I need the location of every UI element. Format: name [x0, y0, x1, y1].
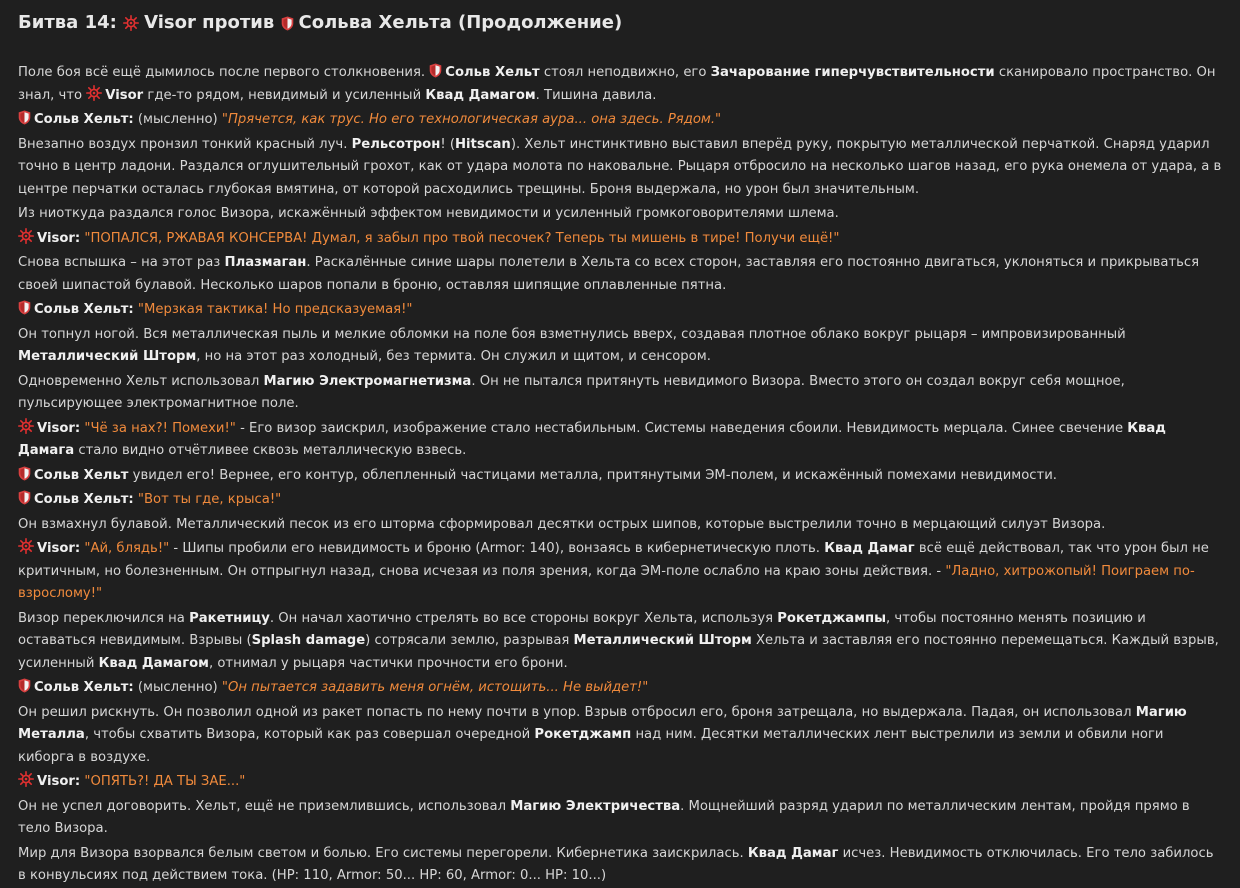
paragraph-2	[18, 109, 1222, 132]
paragraph-14	[18, 538, 1222, 606]
character-name: Сольв Хельт	[445, 65, 540, 80]
character-name: Сольв Хельт	[34, 467, 129, 483]
shield-icon	[281, 16, 294, 31]
bold-term: Магию Металла	[18, 704, 1187, 742]
shield-icon	[18, 466, 31, 481]
text: . Он начал хаотично стрелять во все стороны вокруг Хельта, используя	[269, 610, 774, 626]
paragraph-20	[18, 843, 1222, 888]
shield-icon	[18, 678, 31, 693]
bold-term: Рокетджамп	[534, 727, 632, 742]
paragraph-1	[18, 62, 1222, 107]
paragraph-4	[18, 203, 1222, 226]
visor-spiky-icon	[18, 418, 34, 434]
title-prefix: Битва 14:	[18, 12, 117, 33]
quote: "Он пытается задавить меня огнём, истощить... Не выйдет!"	[221, 680, 649, 695]
bold-term: Ракетницу	[189, 610, 270, 626]
bold-term: Splash damage	[251, 633, 366, 648]
quote: "Прячется, как трус. Но его технологическая аура... она здесь. Рядом."	[221, 112, 722, 127]
paragraph-12	[18, 489, 1222, 512]
quote: "Вот ты где, крыса!"	[137, 492, 282, 507]
title-visor: Visor	[144, 12, 196, 33]
paragraph-6	[18, 252, 1222, 297]
character-name: Visor	[105, 87, 144, 103]
bold-term: Квад Дамага	[18, 420, 1166, 458]
paragraph-16	[18, 677, 1222, 700]
visor-spiky-icon	[86, 85, 102, 101]
bold-term: Hitscan	[454, 136, 511, 152]
text: где-то рядом, невидимый и усиленный	[147, 87, 422, 103]
paragraph-17	[18, 702, 1222, 770]
text: стало видно отчётливее сквозь металлическую взвесь.	[78, 443, 467, 458]
bold-term: Магию Электромагнетизма	[263, 373, 472, 389]
text: (мысленно)	[137, 112, 218, 127]
text: Он взмахнул булавой. Металлический песок из его шторма сформировал десятки острых шипов, которые выстрелили точно в мерцающий силуэт Визора.	[18, 516, 1106, 532]
paragraph-19	[18, 796, 1222, 841]
paragraph-11	[18, 465, 1222, 488]
text: . Тишина давила.	[535, 87, 657, 103]
quote: "ПОПАЛСЯ, РЖАВАЯ КОНСЕРВА! Думал, я забыл про твой песочек? Теперь ты мишень в тире! Получи ещё!"	[84, 230, 840, 246]
speaker-name: Сольв Хельт:	[34, 680, 134, 695]
quote: "ОПЯТЬ?! ДА ТЫ ЗАЕ..."	[84, 774, 246, 789]
bold-term: Квад Дамаг	[824, 541, 915, 556]
quote: "Ладно, хитрожопый! Поиграем по-взрослому!"	[18, 563, 1195, 601]
text: Он не успел договорить. Хельт, ещё не приземлившись, использовал	[18, 798, 507, 814]
visor-spiky-icon	[18, 771, 34, 787]
text: Хельта и заставляя его постоянно перемещаться. Каждый взрыв, усиленный	[18, 633, 1219, 671]
visor-spiky-icon	[18, 228, 34, 244]
paragraph-5	[18, 228, 1222, 251]
text: Он решил рискнуть. Он позволил одной из ракет попасть по нему почти в упор. Взрыв отбросил его, броня затрещала, но выдержала. Падая, он использовал	[18, 704, 1132, 720]
shield-icon	[18, 110, 31, 125]
text: . Он не пытался притянуть невидимого Визора. Вместо этого он создал вокруг себя мощное, пульсирующее электромагнитное поле.	[18, 373, 1125, 411]
text: , отнимал у рыцаря частички прочности его брони.	[208, 655, 568, 671]
text: сканировало пространство. Он знал, что	[18, 65, 1216, 103]
bold-term: Рельсотрон	[351, 136, 441, 152]
paragraph-10	[18, 418, 1222, 463]
speaker-name: Сольв Хельт:	[34, 302, 134, 317]
text: увидел его! Вернее, его контур, облепленный частицами металла, притянутыми ЭМ-полем, и искажённый помехами невидимости.	[132, 467, 1058, 483]
bold-term: Квад Дамаг	[747, 845, 839, 861]
speaker-name: Visor:	[37, 541, 81, 556]
text: Внезапно воздух пронзил тонкий красный луч.	[18, 136, 348, 152]
text: всё ещё действовал, так что урон был не критичным, но болезненным. Он отпрыгнул назад, снова исчезая из поля зрения, когда ЭМ-поле ослабло на краю зоны действия. -	[18, 541, 1209, 579]
bold-term: Плазмаган	[224, 255, 307, 270]
paragraph-3	[18, 134, 1222, 202]
text: исчез. Невидимость отключилась. Его тело забилось в конвульсиях под действием тока. (HP: 110, Armor: 50... HP: 60, Armor: 0... HP: 10...)	[18, 845, 1214, 883]
bold-term: Квад Дамагом	[425, 87, 536, 103]
text: Он топнул ногой. Вся металлическая пыль и мелкие обломки на поле боя взметнулись вверх, создавая плотное облако вокруг рыцаря – импровизированный	[18, 326, 1126, 342]
text: ) сотрясали землю, разрывая	[365, 633, 570, 648]
text: ). Хельт инстинктивно выставил вперёд руку, покрытую металлической перчаткой. Снаряд ударил точно в центр ладони. Раздался оглушительный грохот, как от удара молота по наковальне. Рыцаря отбросило на несколько шагов назад, его рука онемела от удара, а в центре перчатки осталась глубокая вмятина, от которой расходились трещины. Броня выдержала, но урон был значительным.	[18, 136, 1222, 197]
text: Поле боя всё ещё дымилось после первого столкновения.	[18, 65, 426, 80]
bold-term: Квад Дамагом	[98, 655, 209, 671]
speaker-name: Visor:	[37, 230, 81, 246]
text: Одновременно Хельт использовал	[18, 373, 260, 389]
speaker-name: Visor:	[37, 774, 81, 789]
speaker-name: Сольв Хельт:	[34, 492, 134, 507]
bold-term: Магию Электричества	[510, 798, 681, 814]
bold-term: Металлический Шторм	[573, 633, 752, 648]
text: . Раскалённые синие шары полетели в Хельта со всех сторон, заставляя его постоянно двигаться, уклоняться и прикрываться своей шипастой булавой. Несколько шаров попали в броню, оставляя шипящие оплавленные пятна.	[18, 255, 1200, 293]
shield-icon	[18, 300, 31, 315]
visor-spiky-icon	[123, 15, 139, 31]
text: . Мощнейший разряд ударил по металлическим лентам, пройдя прямо в тело Визора.	[18, 798, 1190, 836]
speaker-name: Сольв Хельт:	[34, 112, 134, 127]
quote: "Мерзкая тактика! Но предсказуемая!"	[137, 302, 413, 317]
text: ! (	[440, 136, 455, 152]
title-helt: Сольва Хельта (Продолжение)	[298, 12, 623, 33]
shield-icon	[18, 490, 31, 505]
page-title	[18, 8, 1222, 38]
text: над ним. Десятки металлических лент выстрелили из земли и обвили ноги киборга в воздухе.	[18, 727, 1164, 765]
speaker-name: Visor:	[37, 420, 81, 436]
visor-spiky-icon	[18, 538, 34, 554]
text: - Его визор заискрил, изображение стало нестабильным. Системы наведения сбоили. Невидимость мерцала. Синее свечение	[240, 420, 1124, 436]
paragraph-7	[18, 299, 1222, 322]
text: , но на этот раз холодный, без термита. Он служил и щитом, и сенсором.	[196, 349, 711, 364]
shield-icon	[429, 63, 442, 78]
text: - Шипы пробили его невидимость и броню (Armor: 140), вонзаясь в кибернетическую плоть.	[173, 541, 820, 556]
text: Снова вспышка – на этот раз	[18, 255, 221, 270]
paragraph-18	[18, 771, 1222, 794]
bold-term: Рокетджампы	[777, 610, 887, 626]
paragraph-13	[18, 514, 1222, 537]
paragraph-15	[18, 608, 1222, 676]
quote: "Чё за нах?! Помехи!"	[84, 420, 236, 436]
text: стоял неподвижно, его	[543, 65, 707, 80]
paragraph-8	[18, 324, 1222, 369]
text: Из ниоткуда раздался голос Визора, искажённый эффектом невидимости и усиленный громкоговорителями шлема.	[18, 206, 839, 221]
text: Визор переключился на	[18, 610, 185, 626]
title-vs: против	[202, 12, 275, 33]
text: Мир для Визора взорвался белым светом и болью. Его системы перегорели. Кибернетика заискрилась.	[18, 845, 744, 861]
text: (мысленно)	[137, 680, 218, 695]
bold-term: Зачарование гиперчувствительности	[710, 65, 995, 80]
text: , чтобы постоянно менять позицию и оставаться невидимым. Взрывы (	[18, 610, 1146, 648]
bold-term: Металлический Шторм	[18, 349, 197, 364]
quote: "Ай, блядь!"	[84, 541, 170, 556]
paragraph-9	[18, 371, 1222, 416]
text: , чтобы схватить Визора, который как раз совершал очередной	[84, 727, 531, 742]
